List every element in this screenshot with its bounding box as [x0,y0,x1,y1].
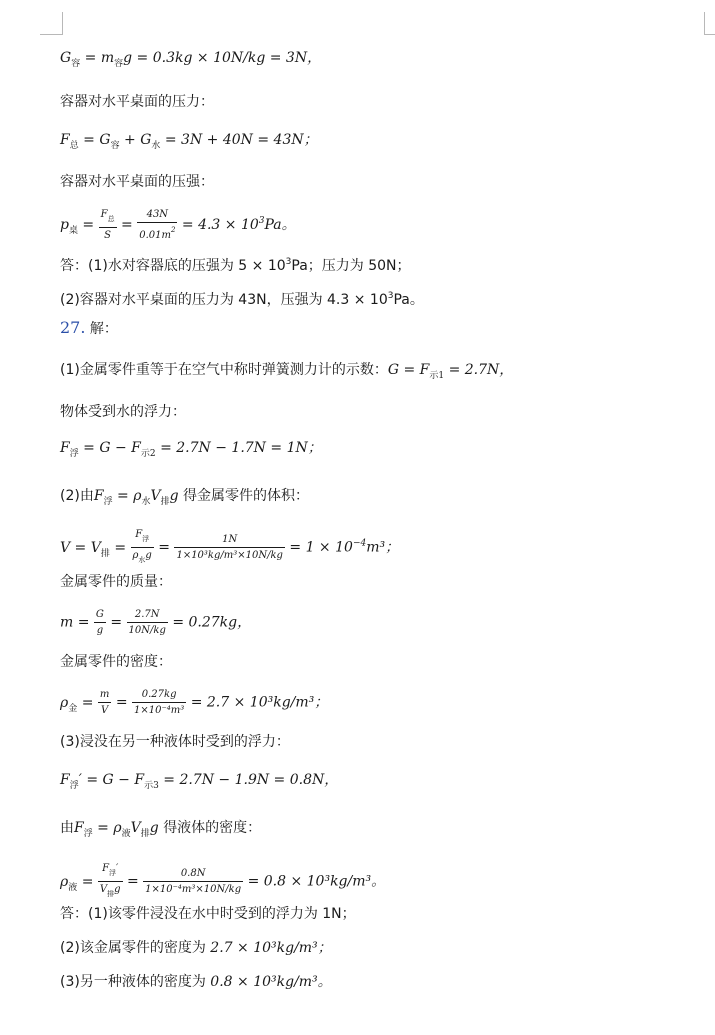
formula-buoyancy-liquid: $F_浮' = G - F_{示3} = 2.7N - 1.9N = 0.8N$， [60,772,339,791]
final-answer-3 [60,972,332,992]
formula-total-force: $F_总 = G_容 + G_水 = 3N + 40N = 43N$； [60,132,318,151]
formula-rhs: = 2.7N − 1.9N = 0.8N， [163,772,339,788]
answer-line-1: 答：(1)水对容器底的压强为 $5 \times 10^3Pa$；压力为 50N； [60,257,411,274]
formula-unit: m³； [366,539,400,556]
formula-rhs: = 0.27kg， [172,614,252,631]
final-answer-2 [60,938,332,958]
formula-container-pressure: $p_桌$ = $\frac{F_总}{S}$ = $\frac{43N}{0.01m^2}$ = $4.3 \times 10^3Pa$。 [60,209,296,241]
frac-numerator: 0.8N [143,867,243,882]
formula-density-liquid: $\rho_液$ = $\frac{F_浮'}{V_排g}$ = $\frac{0.8N}{\text{1×10⁻⁴m³×10N/kg}}$ = 0.8 × 10³kg/m³。 [60,863,386,898]
formula-rhs: = 3N + 40N = 43N； [164,132,318,148]
step-3-text: (3)浸没在另一种液体时受到的浮力： [60,734,290,750]
text-pressure-label: 容器对水平桌面的压强： [60,174,214,190]
step-2-line: (2)由$F_浮 = \rho_水V_排g$ 得金属零件的体积： [60,488,310,507]
page-corner-mark-left [40,12,63,35]
formula-rhs: = 2.7N， [448,362,514,378]
formula-rhs: = 2.7 × 10³kg/m³； [190,694,329,711]
answer-text: (2)该金属零件的密度为 [60,940,206,956]
step-text: (2)由 [60,488,94,504]
formula-rhs: = 2.7N − 1.7N = 1N； [160,440,322,456]
text-density-label: 金属零件的密度： [60,654,172,670]
formula-rhs: = 0.3kg × 10N/kg = 3N， [136,50,322,66]
solution-label: 解： [89,321,118,337]
liquid-density-intro: 由$F_浮 = \rho_液V_排g$ 得液体的密度： [60,820,262,839]
question-27-heading [60,318,118,339]
answer-text: (2)容器对水平桌面的压力为 43N，压强为 4.3 × 10 [60,292,388,308]
answer-value: 0.8 × 10³kg/m³。 [210,974,332,990]
question-number: 27. [60,318,86,337]
step-text: 由 [60,820,74,836]
answer-text-tail: Pa；压力为 50N； [291,258,411,274]
formula-rhs: = 1 × 10 [289,539,353,556]
step-text-tail: 得金属零件的体积： [183,488,310,504]
frac-numerator: 1N [174,533,284,548]
formula-rhs: = 0.8 × 10³kg/m³。 [247,873,386,890]
answer-text-tail: Pa。 [393,292,424,308]
formula-volume: $V = V_排$ = $\frac{F_浮}{\rho_水g}$ = $\frac{1N}{\text{1×10³kg/m³×10N/kg}}$ = $1 \times 10^{-4}m^3$； [60,529,400,564]
answer-text: (3)另一种液体的密度为 [60,974,206,990]
text-buoyancy-label: 物体受到水的浮力： [60,404,186,420]
answer-text: 答：(1)水对容器底的压强为 5 × 10 [60,258,286,274]
frac-numerator: 43N [137,208,177,223]
formula-exponent: −4 [352,538,367,549]
frac-numerator: 2.7N [127,608,168,623]
text-mass-label: 金属零件的质量： [60,574,172,590]
page-corner-mark-right [704,12,715,35]
step-text-tail: 得液体的密度： [163,820,262,836]
answer-line-2: (2)容器对水平桌面的压力为 43N，压强为 $4.3 \times 10^3Pa$。 [60,291,424,308]
formula-rhs: = 4.3 × 10 [181,217,259,233]
formula-unit: Pa。 [264,217,296,233]
formula-mass: m = $\frac{G}{g}$ = $\frac{2.7N}{10N/kg}$ = 0.27kg， [60,609,252,636]
frac-denominator: 1×10⁻⁴m³×10N/kg [145,884,242,895]
final-answer-1: 答：(1)该零件浸没在水中时受到的浮力为 1N； [60,906,356,922]
frac-denominator: 1×10⁻⁴m³ [134,705,185,716]
formula-density-metal: $\rho_金$ = $\frac{m}{V}$ = $\frac{0.27kg}{\text{1×10⁻⁴m³}}$ = 2.7 × 10³kg/m³； [60,689,329,716]
frac-denominator: 10N/kg [128,625,166,636]
frac-numerator: 0.27kg [132,688,186,703]
step-1-line: (1)金属零件重等于在空气中称时弹簧测力计的示数：$G = F_{示1} = 2.7N$， [60,362,514,381]
frac-denominator: 0.01m [139,230,171,241]
frac-denominator: 1×10³kg/m³×10N/kg [176,550,283,561]
step-text: (1)金属零件重等于在空气中称时弹簧测力计的示数： [60,362,388,378]
answer-value: 2.7 × 10³kg/m³； [210,940,332,956]
text-pressure-force-label: 容器对水平桌面的压力： [60,94,214,110]
formula-buoyancy-water: $F_浮 = G - F_{示2} = 2.7N - 1.7N = 1N$； [60,440,322,459]
formula-gravity-container: $G_容 = m_容g = 0.3kg \times 10N/kg = 3N$， [60,50,322,69]
